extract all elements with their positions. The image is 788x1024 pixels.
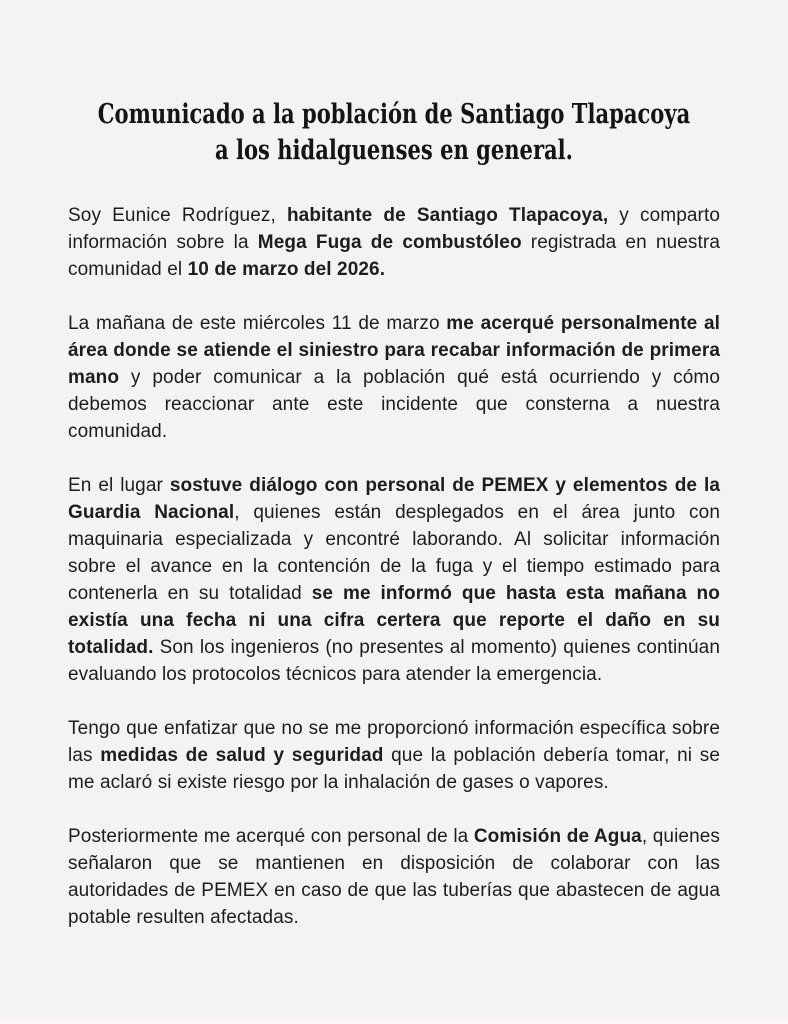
bold-text-run: 10 de marzo del 2026.: [187, 259, 386, 280]
paragraph: [68, 715, 720, 796]
text-run: y poder comunicar a la población qué está ocurriendo y cómo debemos reaccionar ante este incidente que consterna a nuestra comunidad.: [68, 367, 720, 442]
bold-text-run: medidas de salud y seguridad: [100, 745, 384, 766]
bold-text-run: sostuve diálogo con personal de PEMEX y elementos de la Guardia Nacional: [68, 475, 720, 523]
text-run: , quienes señalaron que se mantienen en disposición de colaborar con las autoridades de PEMEX en caso de que las tuberías que abastecen de agua potable resulten afectadas.: [68, 826, 721, 928]
text-run: Tengo que enfatizar que no se me proporcionó información específica sobre las: [68, 718, 720, 766]
paragraph: [68, 310, 720, 445]
bold-text-run: Mega Fuga de combustóleo: [257, 232, 522, 253]
bottom-edge-strip: [0, 1018, 788, 1024]
text-run: , quienes están desplegados en el área junto con maquinaria especializada y encontré laborando. Al solicitar información sobre el avance en la contención de la fuga y el tiempo estimado para contenerla en su totalidad: [68, 502, 720, 604]
text-run: Posteriormente me acerqué con personal de la: [68, 826, 474, 847]
bold-text-run: habitante de Santiago Tlapacoya,: [286, 205, 609, 226]
bold-text-run: me acerqué personalmente al área donde se atiende el siniestro para recabar información de primera mano: [68, 313, 720, 388]
text-run: y comparto información sobre la: [68, 205, 721, 253]
text-run: registrada en nuestra comunidad el: [68, 232, 720, 280]
document-title-line-2: a los hidalguenses en general.: [214, 135, 574, 166]
text-run: que la población debería tomar, ni se me aclaró si existe riesgo por la inhalación de gases o vapores.: [68, 745, 720, 793]
document-title: [87, 0, 702, 169]
text-run: Son los ingenieros (no presentes al momento) quienes continúan evaluando los protocolos técnicos para atender la emergencia.: [68, 637, 720, 685]
text-run: Soy Eunice Rodríguez,: [68, 205, 287, 226]
bold-text-run: se me informó que hasta esta mañana no existía una fecha ni una cifra certera que reporte el daño en su totalidad.: [68, 583, 720, 658]
paragraph: [68, 823, 720, 931]
paragraph: [68, 202, 720, 283]
document-body: [68, 202, 720, 931]
document-title-line-1: Comunicado a la población de Santiago Tlapacoya: [97, 99, 691, 130]
text-run: La mañana de este miércoles 11 de marzo: [68, 313, 447, 334]
paragraph: [68, 472, 720, 688]
text-run: En el lugar: [68, 475, 170, 496]
bold-text-run: Comisión de Agua: [473, 826, 642, 847]
